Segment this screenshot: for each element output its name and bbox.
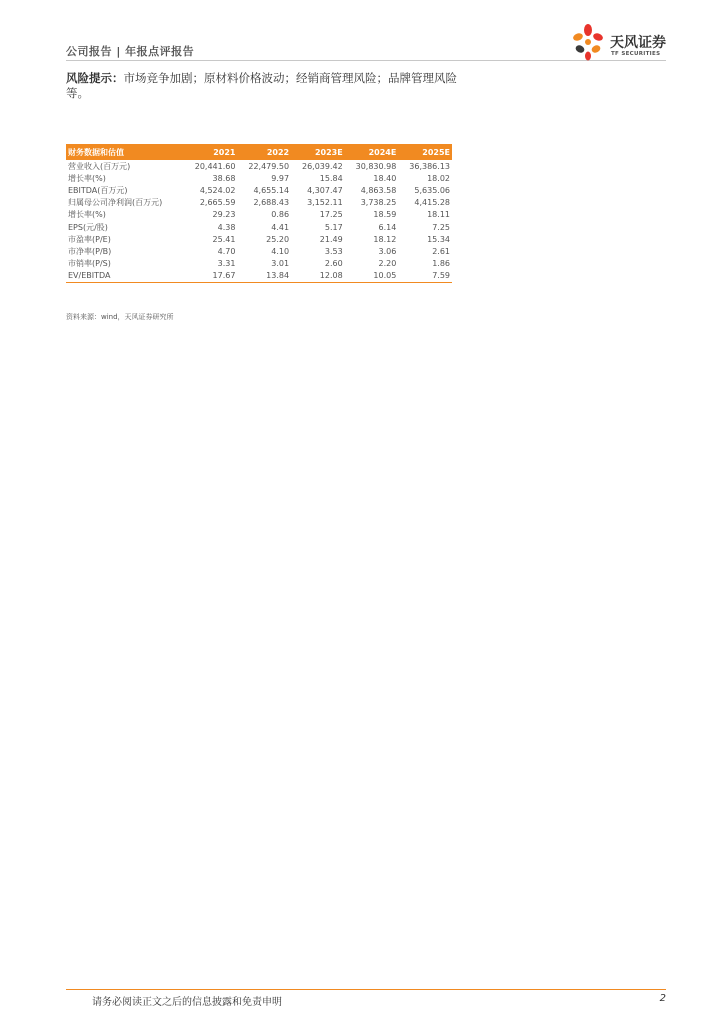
table-cell: 20,441.60: [194, 161, 236, 171]
row-label: 市净率(P/B): [68, 246, 112, 256]
table-cell: 25.41: [212, 234, 236, 244]
table-header-cell: 2021: [184, 144, 238, 160]
row-label: 市销率(P/S): [68, 259, 111, 269]
table-cell: 3,152.11: [307, 198, 343, 208]
row-label: 增长率(%): [68, 173, 106, 183]
table-cell: 18.40: [373, 173, 397, 183]
table-cell: 3.53: [324, 246, 343, 256]
table-row: [66, 221, 452, 233]
logo-company-subtitle: TF SECURITIES: [611, 51, 661, 57]
row-label: 市盈率(P/E): [68, 234, 111, 244]
table-cell: 17.67: [184, 270, 238, 283]
table-header-cell: 2023E: [291, 144, 345, 160]
flower-logo-icon: [570, 22, 608, 62]
risk-warning-label: 风险提示：: [66, 71, 124, 85]
table-cell: 0.86: [271, 210, 290, 220]
table-header-row: [66, 144, 452, 160]
table-cell: 38.68: [212, 173, 236, 183]
table-cell: 4.70: [217, 246, 236, 256]
table-header-cell: 2024E: [345, 144, 399, 160]
table-cell: 2,688.43: [253, 198, 290, 208]
table-header-cell: 财务数据和估值: [66, 144, 184, 160]
table-cell: 15.34: [427, 234, 450, 244]
table-row: [66, 233, 452, 245]
footer-divider: [66, 989, 666, 990]
table-cell: 5.17: [324, 222, 343, 232]
table-cell: 6.14: [378, 222, 397, 232]
row-label: 归属母公司净利润(百万元): [68, 198, 163, 208]
table-row: [66, 160, 452, 172]
row-label: EV/EBITDA: [66, 270, 184, 283]
table-cell: 4,863.58: [360, 185, 397, 195]
table-row: [66, 197, 452, 209]
table-cell: 18.59: [373, 210, 397, 220]
table-row: [66, 258, 452, 270]
logo-company-name: 天风证券: [610, 35, 666, 51]
table-cell: 18.12: [373, 234, 397, 244]
table-cell: 26,039.42: [301, 161, 343, 171]
table-cell: 4,655.14: [253, 185, 290, 195]
company-logo: [570, 22, 670, 62]
table-cell: 4,524.02: [199, 185, 236, 195]
report-type-header: 公司报告 | 年报点评报告: [66, 45, 195, 58]
table-cell: 7.25: [432, 222, 450, 232]
risk-warning-paragraph: [66, 71, 458, 101]
row-label: 营业收入(百万元): [68, 161, 131, 171]
table-cell: 4,307.47: [307, 185, 343, 195]
table-cell: 3.01: [271, 259, 290, 269]
table-cell: 21.49: [319, 234, 343, 244]
table-cell: 2.20: [378, 259, 397, 269]
table-cell: 5,635.06: [414, 185, 450, 195]
table-header-cell: 2025E: [398, 144, 452, 160]
table-cell: 12.08: [291, 270, 345, 283]
table-cell: 15.84: [319, 173, 343, 183]
table-cell: 17.25: [319, 210, 343, 220]
table-cell: 9.97: [271, 173, 290, 183]
row-label: EBITDA(百万元): [68, 185, 128, 195]
table-header-cell: 2022: [237, 144, 291, 160]
table-cell: 3.31: [217, 259, 236, 269]
table-cell: 3,738.25: [360, 198, 397, 208]
table-cell: 1.86: [432, 259, 450, 269]
table-row: [66, 209, 452, 221]
table-cell: 3.06: [378, 246, 397, 256]
table-row: [66, 270, 452, 283]
footer-disclaimer: 请务必阅读正文之后的信息披露和免责申明: [92, 997, 282, 1008]
table-cell: 4.38: [217, 222, 236, 232]
table-cell: 7.59: [398, 270, 452, 283]
table-cell: 13.84: [237, 270, 291, 283]
table-row: [66, 184, 452, 196]
row-label: 增长率(%): [68, 210, 106, 220]
row-label: EPS(元/股): [68, 222, 108, 232]
table-cell: 25.20: [266, 234, 290, 244]
table-cell: 22,479.50: [248, 161, 290, 171]
table-cell: 36,386.13: [409, 161, 450, 171]
table-cell: 2.60: [324, 259, 343, 269]
financial-data-table: [66, 144, 452, 283]
table-cell: 29.23: [212, 210, 236, 220]
table-cell: 4,415.28: [414, 198, 450, 208]
table-cell: 18.02: [427, 173, 450, 183]
table-cell: 18.11: [427, 210, 450, 220]
table-cell: 2,665.59: [199, 198, 236, 208]
table-cell: 10.05: [345, 270, 399, 283]
table-source-note: 资料来源：wind，天风证券研究所: [66, 313, 174, 321]
table-row: [66, 245, 452, 257]
page-number: 2: [659, 993, 666, 1004]
table-cell: 30,830.98: [355, 161, 397, 171]
table-cell: 4.10: [271, 246, 290, 256]
table-cell: 4.41: [271, 222, 290, 232]
table-cell: 2.61: [432, 246, 450, 256]
risk-warning-text: 市场竞争加剧；原材料价格波动；经销商管理风险；品牌管理风险等。: [66, 71, 457, 100]
table-row: [66, 172, 452, 184]
